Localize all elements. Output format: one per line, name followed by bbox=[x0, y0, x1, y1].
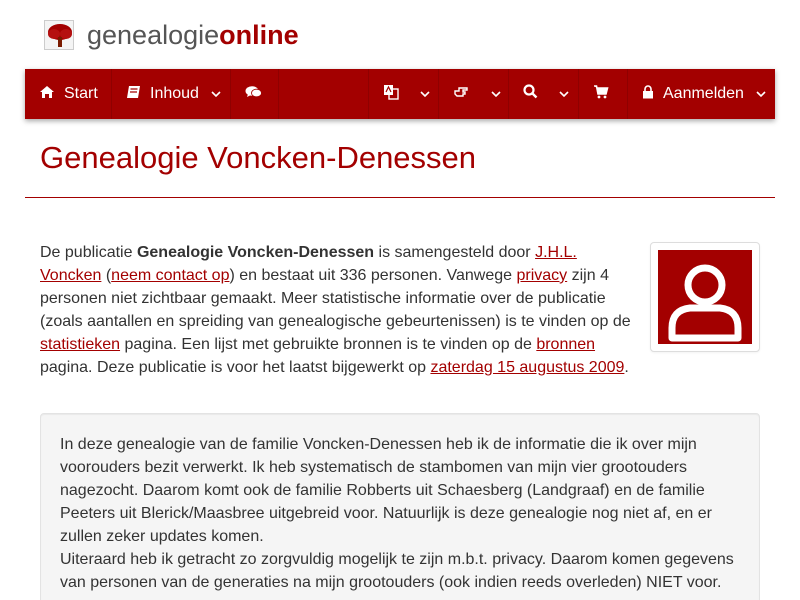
chevron-down-icon bbox=[491, 85, 501, 103]
nav-inhoud[interactable] bbox=[112, 69, 231, 119]
intro-text: ) en bestaat uit 336 personen. Vanwege bbox=[229, 267, 517, 284]
statistics-link[interactable]: statistieken bbox=[40, 336, 121, 353]
hand-pointer-icon bbox=[453, 85, 470, 104]
nav-start-label: Start bbox=[64, 85, 98, 102]
chevron-down-icon bbox=[559, 85, 569, 103]
author-avatar[interactable] bbox=[650, 242, 760, 352]
user-icon bbox=[658, 250, 752, 344]
publication-description bbox=[40, 413, 760, 600]
nav-aanmelden-label: Aanmelden bbox=[663, 85, 744, 102]
description-paragraph: In deze genealogie van de familie Voncken-Denessen heb ik de informatie die ik over mijn voorouders bezit verwerkt. Ik heb systematisch de stambomen van mijn vier grootouders nagezocht. Daarom komt ook de familie Robberts uit Schaesberg (Landgraaf) en de familie Peeters uit Blerick/Maasbree uitgebreid voor. Natuurlijk is deze genealogie nog niet af, en er zullen zeker updates komen. bbox=[60, 436, 712, 545]
sources-link[interactable]: bronnen bbox=[536, 336, 596, 353]
intro-text: zijn 4 personen niet zichtbaar gemaakt. Meer statistische informatie over de publicatie (zoals aantallen en spreiding van genealogische gebeurtenissen) is te vinden op de bbox=[40, 267, 631, 330]
intro-text: . bbox=[624, 359, 629, 376]
tree-logo-icon bbox=[44, 20, 74, 50]
logo-text-light: genealogie bbox=[87, 19, 220, 50]
contact-link[interactable]: neem contact op bbox=[111, 267, 230, 284]
author-link[interactable]: J.H.L. Voncken bbox=[40, 244, 577, 284]
chevron-down-icon bbox=[756, 85, 766, 103]
description-paragraph: Uiteraard heb ik getracht zo zorgvuldig mogelijk te zijn m.b.t. privacy. Daarom komen gegevens van personen van de generaties na mijn grootouders (ook indien reeds overleden) NIET voor. bbox=[60, 551, 734, 591]
nav-chat[interactable] bbox=[231, 69, 279, 119]
logo-text-strong: online bbox=[219, 19, 299, 50]
publication-intro bbox=[40, 241, 640, 379]
main-navbar bbox=[25, 69, 775, 119]
intro-text: ( bbox=[101, 267, 112, 284]
book-icon bbox=[126, 85, 141, 104]
intro-text: pagina. Deze publicatie is voor het laatst bijgewerkt op bbox=[40, 359, 431, 376]
page-title: Genealogie Voncken-Denessen bbox=[40, 140, 477, 175]
language-icon bbox=[383, 84, 399, 105]
nav-search[interactable] bbox=[509, 69, 579, 119]
nav-language[interactable] bbox=[369, 69, 439, 119]
nav-spacer bbox=[279, 69, 369, 119]
chevron-down-icon bbox=[211, 85, 221, 103]
comments-icon bbox=[245, 85, 262, 104]
nav-cart[interactable] bbox=[579, 69, 628, 119]
nav-share[interactable] bbox=[439, 69, 509, 119]
search-icon bbox=[523, 84, 538, 104]
site-logo[interactable] bbox=[44, 18, 299, 52]
intro-text: De publicatie bbox=[40, 244, 137, 261]
last-updated-link[interactable]: zaterdag 15 augustus 2009 bbox=[430, 359, 625, 376]
nav-aanmelden[interactable] bbox=[628, 69, 775, 119]
title-divider bbox=[25, 197, 775, 198]
lock-icon bbox=[642, 85, 654, 104]
publication-name: Genealogie Voncken-Denessen bbox=[136, 244, 375, 261]
shopping-cart-icon bbox=[593, 85, 609, 104]
nav-start[interactable] bbox=[25, 69, 112, 119]
chevron-down-icon bbox=[420, 85, 430, 103]
home-icon bbox=[39, 85, 55, 104]
nav-inhoud-label: Inhoud bbox=[150, 85, 199, 102]
logo-wordmark bbox=[87, 20, 299, 51]
intro-text: is samengesteld door bbox=[374, 244, 536, 261]
intro-text: pagina. Een lijst met gebruikte bronnen is te vinden op de bbox=[120, 336, 537, 353]
privacy-link[interactable]: privacy bbox=[516, 267, 568, 284]
